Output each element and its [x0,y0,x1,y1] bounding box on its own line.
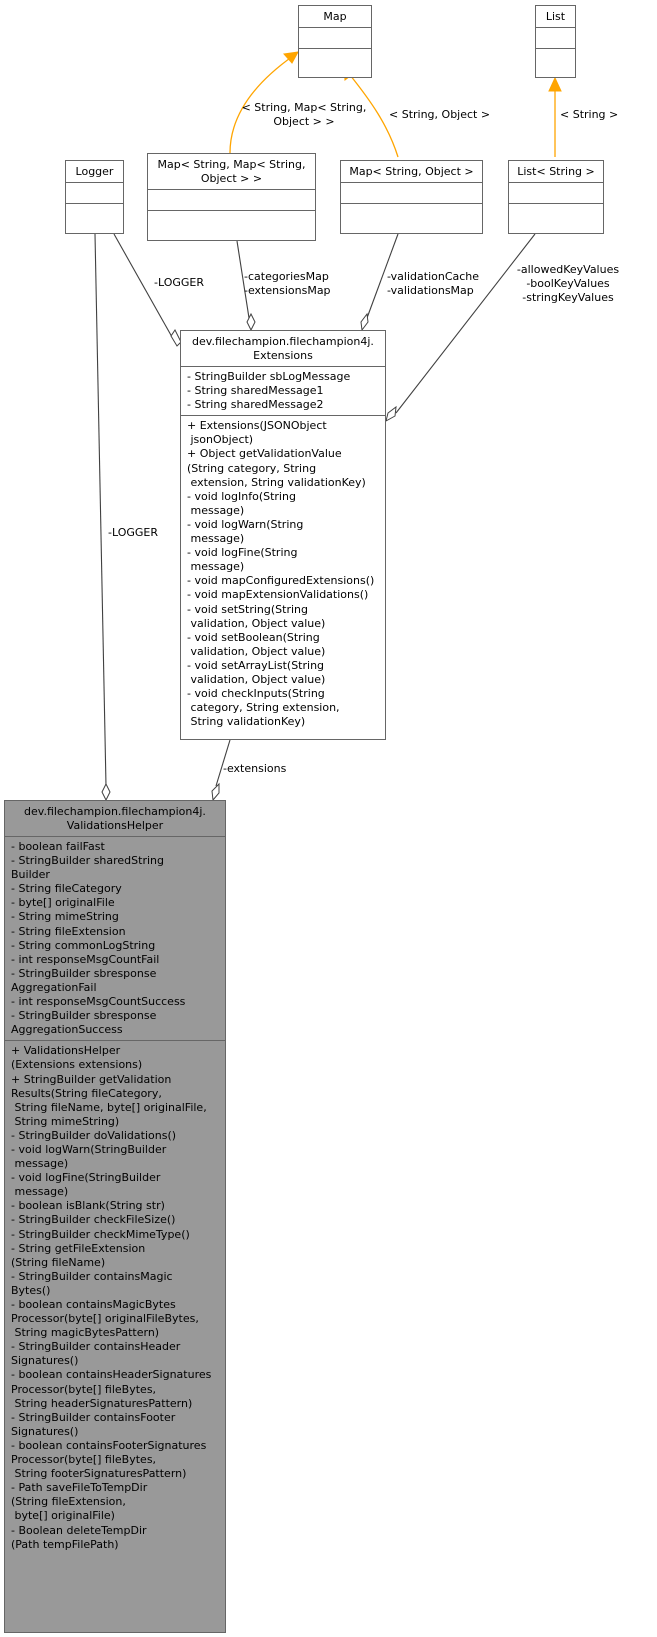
class-member-operation: extension, String validationKey) [187,475,366,489]
class-member-operation: message) [11,1185,69,1199]
class-member-operation: - void logFine(StringBuilder [11,1171,161,1185]
class-member-operation: - StringBuilder checkFileSize() [11,1213,176,1227]
class-member-attribute: - String commonLogString [11,938,156,952]
class-list-name: List [545,10,566,23]
class-member-attribute: - String mimeString [11,910,119,924]
class-member-attribute: - StringBuilder sbresponse [11,1009,157,1023]
class-member-operation: jsonObject) [187,433,254,447]
class-member-attribute: - StringBuilder sbresponse [11,966,157,980]
class-member-attribute: - String sharedMessage2 [187,398,324,412]
class-member-operation: Processor(byte[] fileBytes, [11,1382,157,1396]
class-map-obj-attributes [341,182,482,203]
class-list-str-operations [509,203,603,224]
class-member-attribute: AggregationSuccess [11,1023,123,1037]
class-extensions-attributes [181,366,385,415]
edge-label-extensions-to-helper: -extensions [223,762,287,775]
class-list-attributes [536,27,575,48]
class-map-nested-operations [148,210,315,231]
class-logger[interactable] [65,160,124,234]
class-member-operation: - void mapConfiguredExtensions() [187,574,375,588]
edge-label-logger-to-helper: -LOGGER [108,526,159,539]
class-member-operation: - void setString(String [187,602,308,616]
edge-label-map-obj-to-map: < String, Object > [389,108,491,121]
class-member-operation: - void logWarn(String [187,517,304,531]
class-member-attribute: - boolean failFast [11,840,105,853]
class-member-operation: (String category, String [187,461,317,475]
class-member-attribute: - String fileExtension [11,924,126,938]
edge-label-logger-to-extensions: -LOGGER [154,276,205,289]
class-logger-attributes [66,182,123,203]
class-member-operation: + ValidationsHelper [11,1044,121,1058]
class-map[interactable] [298,5,372,78]
class-member-operation: Signatures() [11,1354,79,1368]
class-member-attribute: - int responseMsgCountFail [11,952,160,966]
class-member-operation: - void logInfo(String [187,489,296,503]
diamond-list-str-extensions [386,407,396,421]
class-extensions-name: dev.filechampion.filechampion4j. Extensions [192,335,374,362]
class-member-operation: - boolean isBlank(String str) [11,1199,165,1213]
class-member-operation: validation, Object value) [187,616,326,630]
class-member-attribute: - int responseMsgCountSuccess [11,995,186,1009]
class-member-operation: message) [187,503,245,517]
class-validations-helper[interactable] [4,800,226,1633]
class-member-operation: - StringBuilder containsMagic [11,1269,173,1283]
class-member-attribute: Builder [11,868,50,882]
class-list-str[interactable] [508,160,604,234]
edge-label-map-nested-to-extensions: -categoriesMap -extensionsMap [244,270,331,297]
class-member-operation: - StringBuilder checkMimeType() [11,1227,190,1241]
class-extensions[interactable] [180,330,386,740]
class-map-attributes [299,27,371,48]
class-member-operation: - void setArrayList(String [187,658,325,672]
class-member-operation: - Boolean deleteTempDir [11,1523,147,1537]
class-member-operation: (Extensions extensions) [11,1058,143,1072]
class-map-nested-attributes [148,189,315,210]
class-member-operation: Results(String fileCategory, [11,1086,162,1100]
class-validations-helper-attributes [5,836,225,1040]
class-member-operation: - StringBuilder containsFooter [11,1410,176,1424]
class-map-name: Map [323,10,347,23]
class-list-str-name: List< String > [517,165,595,178]
class-map-obj-name: Map< String, Object > [349,165,474,178]
class-map-obj-operations [341,203,482,224]
class-member-operation: String headerSignaturesPattern) [11,1396,193,1410]
class-member-operation: - void mapExtensionValidations() [187,588,369,602]
class-member-operation: String mimeString) [11,1114,120,1128]
class-member-attribute: AggregationFail [11,980,97,994]
class-member-attribute: - StringBuilder sharedString [11,854,164,868]
class-member-operation: (String fileName) [11,1255,106,1269]
class-member-operation: String fileName, byte[] originalFile, [11,1100,207,1114]
class-logger-name: Logger [75,165,114,178]
class-map-obj[interactable] [340,160,483,234]
class-member-operation: - boolean containsFooterSignatures [11,1438,207,1452]
class-list-str-attributes [509,182,603,203]
class-list[interactable] [535,5,576,78]
class-member-operation: String magicBytesPattern) [11,1326,160,1340]
edge-list-str-to-extensions [396,234,535,413]
class-member-operation: - StringBuilder containsHeader [11,1340,181,1354]
class-member-operation: - void logFine(String [187,546,298,560]
class-list-operations [536,48,575,69]
class-validations-helper-operations [5,1040,225,1554]
class-member-operation: message) [187,560,245,574]
class-member-attribute: - String fileCategory [11,882,122,896]
class-member-operation: + Extensions(JSONObject [187,419,327,433]
edge-logger-to-helper [95,234,106,786]
class-member-operation: Signatures() [11,1424,79,1438]
edge-label-map-obj-to-extensions: -validationCache -validationsMap [387,270,480,297]
class-member-operation: - StringBuilder doValidations() [11,1128,177,1142]
class-extensions-operations [181,415,385,732]
class-validations-helper-name: dev.filechampion.filechampion4j. ValidationsHelper [24,805,206,832]
class-member-operation: message) [11,1157,69,1171]
class-member-operation: - void checkInputs(String [187,687,325,701]
class-member-operation: String validationKey) [187,715,306,729]
class-member-operation: (String fileExtension, [11,1495,126,1509]
class-member-operation: byte[] originalFile) [11,1509,115,1523]
class-member-operation: validation, Object value) [187,644,326,658]
edge-label-map-nested-to-map: < String, Map< String, Object > > [241,101,367,128]
class-map-nested[interactable] [147,153,316,241]
class-member-operation: - boolean containsMagicBytes [11,1298,176,1311]
arrowhead-list [549,78,561,91]
class-logger-operations [66,203,123,224]
class-member-operation: Processor(byte[] fileBytes, [11,1453,157,1467]
diamond-logger-helper [102,784,110,800]
class-member-operation: validation, Object value) [187,672,326,686]
class-member-operation: message) [187,532,245,546]
class-member-attribute: - byte[] originalFile [11,896,115,910]
class-member-operation: + Object getValidationValue [187,447,342,461]
class-member-attribute: - StringBuilder sbLogMessage [187,370,351,383]
class-member-operation: - void logWarn(StringBuilder [11,1142,167,1156]
class-member-attribute: - String sharedMessage1 [187,384,324,398]
class-member-operation: - Path saveFileToTempDir [11,1481,148,1495]
class-member-operation: - void setBoolean(String [187,630,320,644]
class-member-operation: - String getFileExtension [11,1241,146,1255]
class-member-operation: Bytes() [11,1283,51,1297]
class-member-operation: - boolean containsHeaderSignatures [11,1368,212,1382]
class-member-operation: + StringBuilder getValidation [11,1072,172,1086]
class-member-operation: String footerSignaturesPattern) [11,1467,187,1481]
class-map-nested-name: Map< String, Map< String, Object > > [157,158,306,185]
class-member-operation: (Path tempFilePath) [11,1537,119,1551]
class-map-operations [299,48,371,69]
edge-label-list-str-to-extensions: -allowedKeyValues -boolKeyValues -stringKeyValues [516,263,620,304]
class-member-operation: Processor(byte[] originalFileBytes, [11,1312,199,1326]
diamond-map-obj-extensions [361,314,368,330]
diamond-extensions-helper [212,784,219,800]
class-member-operation: category, String extension, [187,701,340,715]
edge-label-list-str-to-list: < String > [560,108,619,121]
